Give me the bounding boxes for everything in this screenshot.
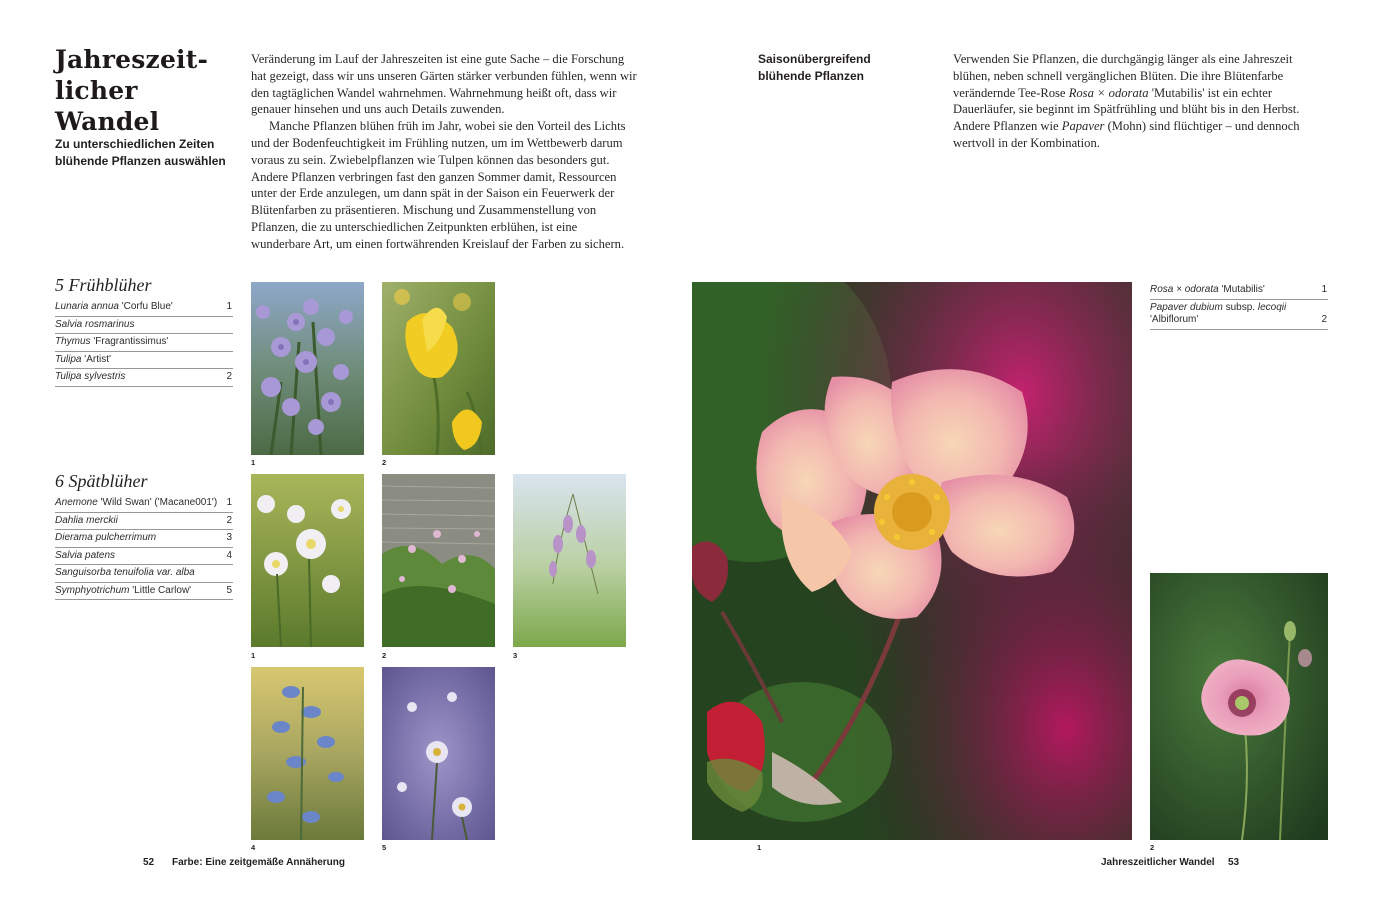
list-item: Symphyotrichum 'Little Carlow' 5: [55, 583, 233, 601]
list-item: Salvia rosmarinus: [55, 317, 233, 335]
left-running-title: Farbe: Eine zeitgemäße Annäherung: [172, 857, 345, 868]
left-page-number: 52: [143, 857, 155, 868]
late-bloomers-title: 6 Spätblüher: [55, 471, 148, 491]
list-item: Anemone 'Wild Swan' ('Macane001') 1: [55, 495, 233, 513]
right-subhead: Saisonübergreifend blühende Pflanzen: [758, 52, 871, 83]
list-item: Sanguisorba tenuifolia var. alba: [55, 565, 233, 583]
right-plant-list: [1150, 282, 1328, 330]
late-bloomers-list: [55, 471, 233, 600]
caption-late-5: 5: [382, 843, 387, 852]
caption-early-1: 1: [251, 458, 256, 467]
list-item: Dahlia merckii 2: [55, 513, 233, 531]
list-item: Salvia patens 4: [55, 548, 233, 566]
photo-salvia-patens: [251, 667, 364, 840]
left-paragraph-1: Veränderung im Lauf der Jahreszeiten ist eine gute Sache – die Forschung hat gezeigt, dass wir uns unseren Gärten stärker verbunden fühlen, wenn wir den tagtäglichen Wandel wahrnehmen. Wahrnehmung heißt oft, dass wir genauer hinsehen und uns auch Details zuwenden.: [251, 52, 637, 117]
list-item: Papaver dubium subsp. lecoqii 'Albiflorum' 2: [1150, 300, 1328, 330]
early-bloomers-items: [55, 299, 233, 387]
right-body-text: [953, 51, 1331, 152]
photo-dahlia-merckii: [382, 474, 495, 647]
list-item: Dierama pulcherrimum 3: [55, 530, 233, 548]
caption-late-3: 3: [513, 651, 518, 660]
caption-early-2: 2: [382, 458, 387, 467]
caption-side-photo: 2: [1150, 843, 1155, 852]
right-running-title: Jahreszeitlicher Wandel: [1101, 857, 1215, 868]
left-subhead: Zu unterschiedlichen Zeiten blühende Pflanzen auswählen: [55, 137, 226, 168]
list-item: Tulipa sylvestris 2: [55, 369, 233, 387]
early-bloomers-list: [55, 275, 233, 387]
caption-late-4: 4: [251, 843, 256, 852]
photo-dierama: [513, 474, 626, 647]
caption-late-2: 2: [382, 651, 387, 660]
late-bloomers-items: [55, 495, 233, 600]
list-item: Rosa × odorata 'Mutabilis' 1: [1150, 282, 1328, 300]
photo-anemone: [251, 474, 364, 647]
right-paragraph: Verwenden Sie Pflanzen, die durchgängig länger als eine Jahreszeit blühen, neben schnell vergänglichen Blüten. Die ihre Blütenfarbe verändernde Tee-Rose Rosa × odorata 'Mutabilis' ist ein echter Dauerläufer, sie beginnt im Spätfrühling und blüht bis in den Herbst. Andere Pflanzen wie Papaver (Mohn) sind flüchtiger – und dennoch wertvoll in der Kombination.: [953, 52, 1300, 150]
photo-lunaria: [251, 282, 364, 455]
page-headline: Jahreszeit- licher Wandel: [55, 45, 209, 136]
right-page-number: 53: [1228, 857, 1240, 868]
caption-main-photo: 1: [757, 843, 762, 852]
list-item: Tulipa 'Artist': [55, 352, 233, 370]
caption-late-1: 1: [251, 651, 256, 660]
left-paragraph-2: Manche Pflanzen blühen früh im Jahr, wobei sie den Vorteil des Lichts und der Bodenfeuchtigkeit im Frühling nutzen, um im Wettbewerb darum voraus zu sein. Zwiebelpflanzen wie Tulpen können das besonders gut. Andere Pflanzen verbringen fast den ganzen Sommer damit, Ressourcen unter der Erde anzulegen, um dann spät in der Saison ein Feuerwerk der Blütenfarben zu präsentieren. Mischung und Zusammenstellung von Pflanzen, die zu unterschiedlichen Zeitpunkten erblühen, ist eine wunderbare Art, um einen fortwährenden Kreislauf der Farben zu sichern.: [251, 119, 626, 251]
early-bloomers-title: 5 Frühblüher: [55, 275, 152, 295]
left-body-text: [251, 51, 637, 253]
right-plant-items: [1150, 282, 1328, 330]
photo-symphyotrichum: [382, 667, 495, 840]
photo-rosa-mutabilis: [692, 282, 1132, 840]
photo-papaver-dubium: [1150, 573, 1328, 840]
photo-tulipa-sylvestris: [382, 282, 495, 455]
list-item: Lunaria annua 'Corfu Blue' 1: [55, 299, 233, 317]
list-item: Thymus 'Fragrantissimus': [55, 334, 233, 352]
